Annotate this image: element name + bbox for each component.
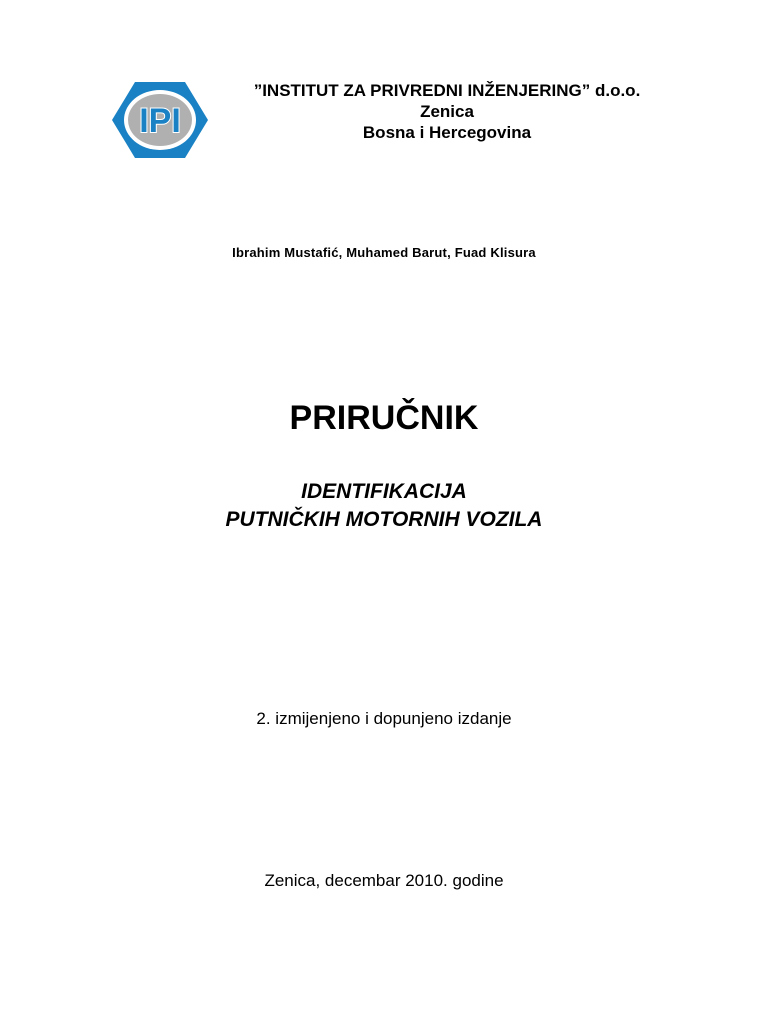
institute-city: Zenica [420, 102, 474, 121]
document-title: PRIRUČNIK [289, 399, 479, 437]
institute-header [212, 80, 682, 143]
document-subtitle [0, 478, 768, 534]
edition-note: 2. izmijenjeno i dopunjeno izdanje [256, 709, 512, 728]
ipi-logo [110, 80, 210, 160]
subtitle-line-1: IDENTIFIKACIJA [301, 480, 467, 503]
authors: Ibrahim Mustafić, Muhamed Barut, Fuad Klisura [232, 245, 536, 260]
ipi-logo-hexagon [110, 80, 210, 160]
institute-country: Bosna i Hercegovina [362, 123, 532, 142]
place-and-date: Zenica, decembar 2010. godine [264, 871, 504, 890]
subtitle-line-2: PUTNIČKIH MOTORNIH VOZILA [225, 508, 543, 531]
institute-name: ”INSTITUT ZA PRIVREDNI INŽENJERING” d.o.o. [253, 81, 641, 100]
ipi-logo-text: IPI [139, 102, 181, 140]
